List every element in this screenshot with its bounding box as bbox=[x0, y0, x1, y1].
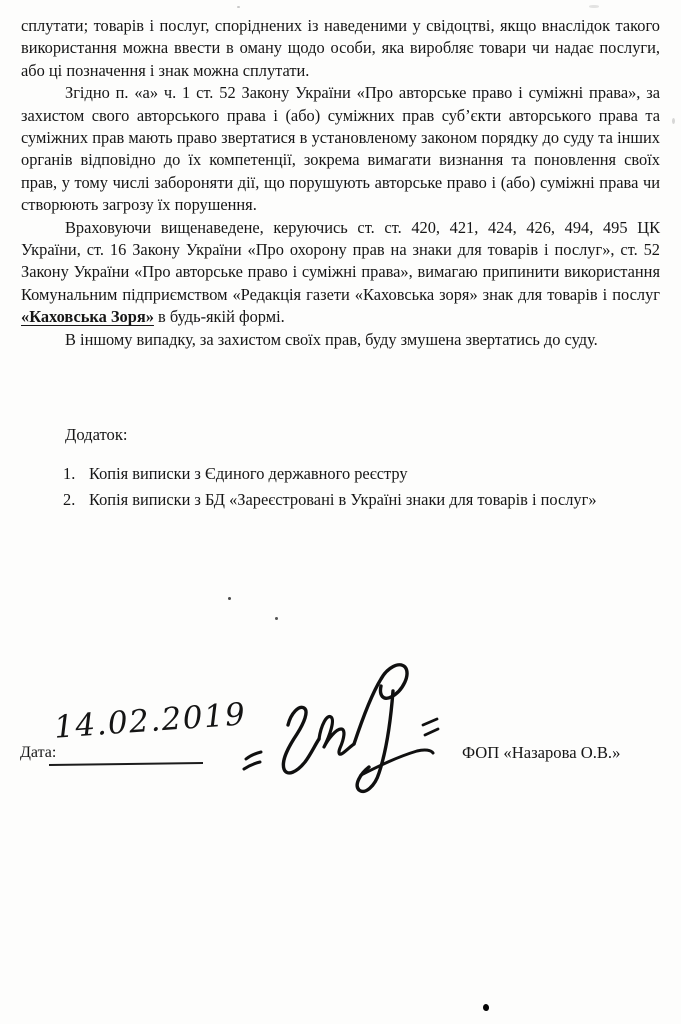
document-body bbox=[21, 15, 660, 351]
handwritten-signature bbox=[233, 653, 445, 801]
list-item-number: 1. bbox=[63, 464, 76, 483]
scan-artifact bbox=[672, 118, 675, 124]
paragraph-continued: сплутати; товарів і послуг, споріднених із наведеними у свідоцтві, якщо внаслідок такого використання можна ввести в оману щодо особи, яка виробляє товари чи надає послуги, або ці позначення і знак можна сплутати. bbox=[21, 16, 660, 80]
date-underline bbox=[49, 762, 203, 766]
attachments-list bbox=[63, 463, 597, 515]
paragraph-demand bbox=[21, 217, 660, 329]
demand-text-before: Враховуючи вищенаведене, керуючись ст. ст. 420, 421, 424, 426, 494, 495 ЦК України, ст. 16 Закону України «Про охорону прав на знаки для товарів і послуг», ст. 52 Закону України «Про авторське право і суміжні права», вимагаю припинити використання Комунальним підприємством «Редакція газети «Каховська зоря» знак для товарів і послуг bbox=[21, 217, 660, 304]
attachments-heading: Додаток: bbox=[65, 425, 128, 444]
handwritten-date: 14.02.2019 bbox=[52, 696, 248, 746]
scan-artifact-dot bbox=[483, 1004, 489, 1011]
list-item-text: Копія виписки з БД «Зареєстровані в Україні знаки для товарів і послуг» bbox=[89, 490, 597, 509]
signer-name: ФОП «Назарова О.В.» bbox=[462, 743, 621, 762]
list-item-text: Копія виписки з Єдиного державного реєстру bbox=[89, 464, 408, 483]
paragraph-law-52: Згідно п. «а» ч. 1 ст. 52 Закону України «Про авторське право і суміжні права», за захистом свого авторського права і (або) суміжних прав суб’єкти авторського права та суміжних прав мають право звертатися в установленому законом порядку до суду та інших органів відповідно до їх компетенції, зокрема вимагати визнання та поновлення своїх прав, у тому числі забороняти дії, що порушують авторське право і (або) суміжні права чи створюють загрозу їх порушення. bbox=[21, 83, 660, 215]
scan-artifact bbox=[228, 597, 231, 600]
scan-artifact bbox=[275, 617, 278, 620]
scan-artifact bbox=[237, 6, 240, 8]
trademark-name-emphasis: «Каховська Зоря» bbox=[21, 307, 154, 327]
paragraph-court-warning: В іншому випадку, за захистом своїх прав, буду змушена звертатись до суду. bbox=[65, 329, 598, 349]
scan-artifact bbox=[589, 5, 599, 8]
list-item bbox=[63, 489, 597, 511]
demand-text-after: в будь-якій формі. bbox=[153, 307, 285, 327]
date-label: Дата: bbox=[20, 744, 57, 761]
list-item-number: 2. bbox=[63, 490, 76, 509]
list-item bbox=[63, 463, 597, 485]
